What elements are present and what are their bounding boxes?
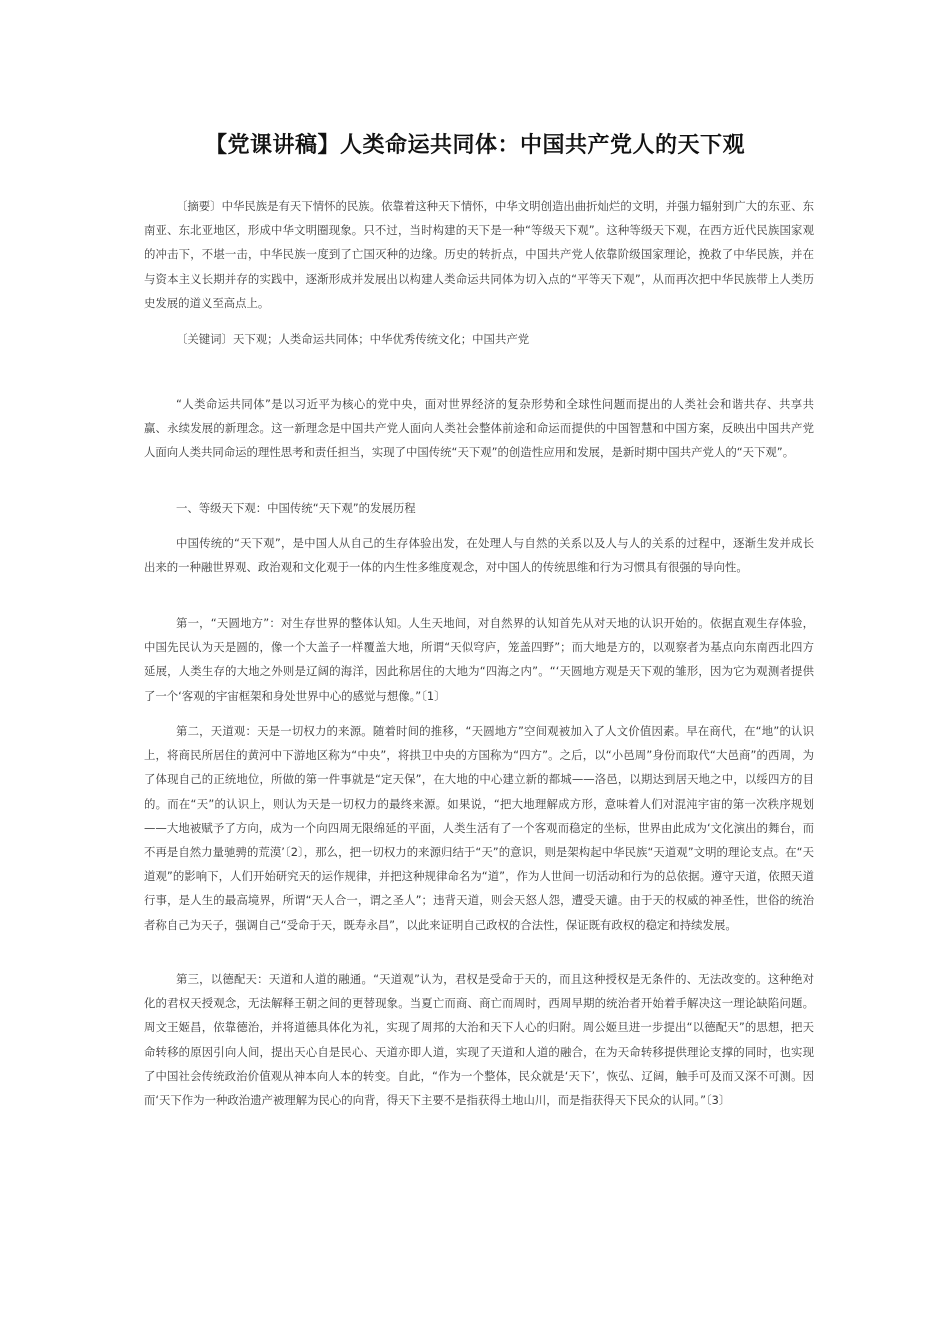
- section-heading: 一、等级天下观：中国传统“天下观”的发展历程: [176, 501, 416, 515]
- point-one-paragraph: 第一，“天圆地方”：对生存世界的整体认知。人生天地间，对自然界的认知首先从对天地的认识开始的。依据直观生存体验，中国先民认为天是圆的，像一个大盖子一样覆盖大地，所谓“天似穹庐，笼盖四野”；而大地是方的，以观察者为基点向东南西北四方延展，人类生存的大地之外则是辽阔的海洋，因此称居住的大地为“四海之内”。“‘天圆地方观是天下观的雏形，因为它为观测者提供了一个‘客观的宇宙框架和身处世界中心的感觉与想像。”〔1〕: [144, 616, 814, 703]
- keywords-paragraph: 〔关键词〕天下观；人类命运共同体；中华优秀传统文化；中国共产党: [176, 332, 530, 346]
- point-two-paragraph: 第二，天道观：天是一切权力的来源。随着时间的推移，“天圆地方”空间观被加入了人文价值因素。早在商代，在“地”的认识上，将商民所居住的黄河中下游地区称为“中央”，将拱卫中央的方国称为“四方”。之后，以“小邑周”身份而取代“大邑商”的西周，为了体现自己的正统地位，所做的第一件事就是“定天保”，在大地的中心建立新的都城——洛邑，以期达到居天地之中，以绥四方的目的。而在“天”的认识上，则认为天是一切权力的最终来源。如果说，“把大地理解成方形，意味着人们对混沌宇宙的第一次秩序规划——大地被赋予了方向，成为一个向四周无限绵延的平面，人类生活有了一个客观而稳定的坐标，世界由此成为‘文化演出的舞台，而不再是自然力量驰骋的荒漠’〔2〕，那么，把一切权力的来源归结于“天”的意识，则是架构起中华民族“天道观”文明的理论支点。在“天道观”的影响下，人们开始研究天的运作规律，并把这种规律命名为“道”，作为人世间一切活动和行为的总依据。遵守天道，依照天道行事，是人生的最高境界，所谓“天人合一，谓之圣人”；违背天道，则会天怒人怨，遭受天谴。由于天的权威的神圣性，世俗的统治者称自己为天子，强调自己“受命于天，既寿永昌”，以此来证明自己政权的合法性，保证既有政权的稳定和持续发展。: [144, 724, 814, 932]
- abstract-paragraph: 〔摘要〕中华民族是有天下情怀的民族。依靠着这种天下情怀，中华文明创造出曲折灿烂的文明，并强力辐射到广大的东亚、东南亚、东北亚地区，形成中华文明圈现象。只不过，当时构建的天下是一种“等级天下观”。这种等级天下观，在西方近代民族国家观的冲击下，不堪一击，中华民族一度到了亡国灭种的边缘。历史的转折点，中国共产党人依靠阶级国家理论，挽救了中华民族，并在与资本主义长期并存的实践中，逐渐形成并发展出以构建人类命运共同体为切入点的“平等天下观”，从而再次把中华民族带上人类历史发展的道义至高点上。: [144, 199, 814, 310]
- intro-paragraph: “人类命运共同体”是以习近平为核心的党中央，面对世界经济的复杂形势和全球性问题而提出的人类社会和谐共存、共享共赢、永续发展的新理念。这一新理念是中国共产党人面向人类社会整体前途和命运而提供的中国智慧和中国方案，反映出中国共产党人面向人类共同命运的理性思考和责任担当，实现了中国传统“天下观”的创造性应用和发展，是新时期中国共产党人的“天下观”。: [144, 397, 814, 460]
- document-title: 【党课讲稿】人类命运共同体：中国共产党人的天下观: [204, 133, 745, 158]
- point-three-paragraph: 第三，以德配天：天道和人道的融通。“天道观”认为，君权是受命于天的，而且这种授权是无条件的、无法改变的。这种绝对化的君权天授观念，无法解释王朝之间的更替现象。当夏亡而商、商亡而周时，西周早期的统治者开始着手解决这一理论缺陷问题。周文王姬昌，依靠德治，并将道德具体化为礼，实现了周邦的大治和天下人心的归附。周公姬旦进一步提出“以德配天”的思想，把天命转移的原因引向人间，提出天心自是民心、天道亦即人道，实现了天道和人道的融合，在为天命转移提供理论支撑的同时，也实现了中国社会传统政治价值观从神本向人本的转变。自此，“作为一个整体，民众就是‘天下’，恢弘、辽阔，触手可及而又深不可测。因而‘天下作为一种政治遗产被理解为民心的向背，得天下主要不是指获得土地山川，而是指获得天下民众的认同。”〔3〕: [144, 972, 814, 1108]
- section-intro-paragraph: 中国传统的“天下观”，是中国人从自己的生存体验出发，在处理人与自然的关系以及人与人的关系的过程中，逐渐生发并成长出来的一种融世界观、政治观和文化观于一体的内生性多维度观念，对中国人的传统思维和行为习惯具有很强的导向性。: [144, 536, 814, 575]
